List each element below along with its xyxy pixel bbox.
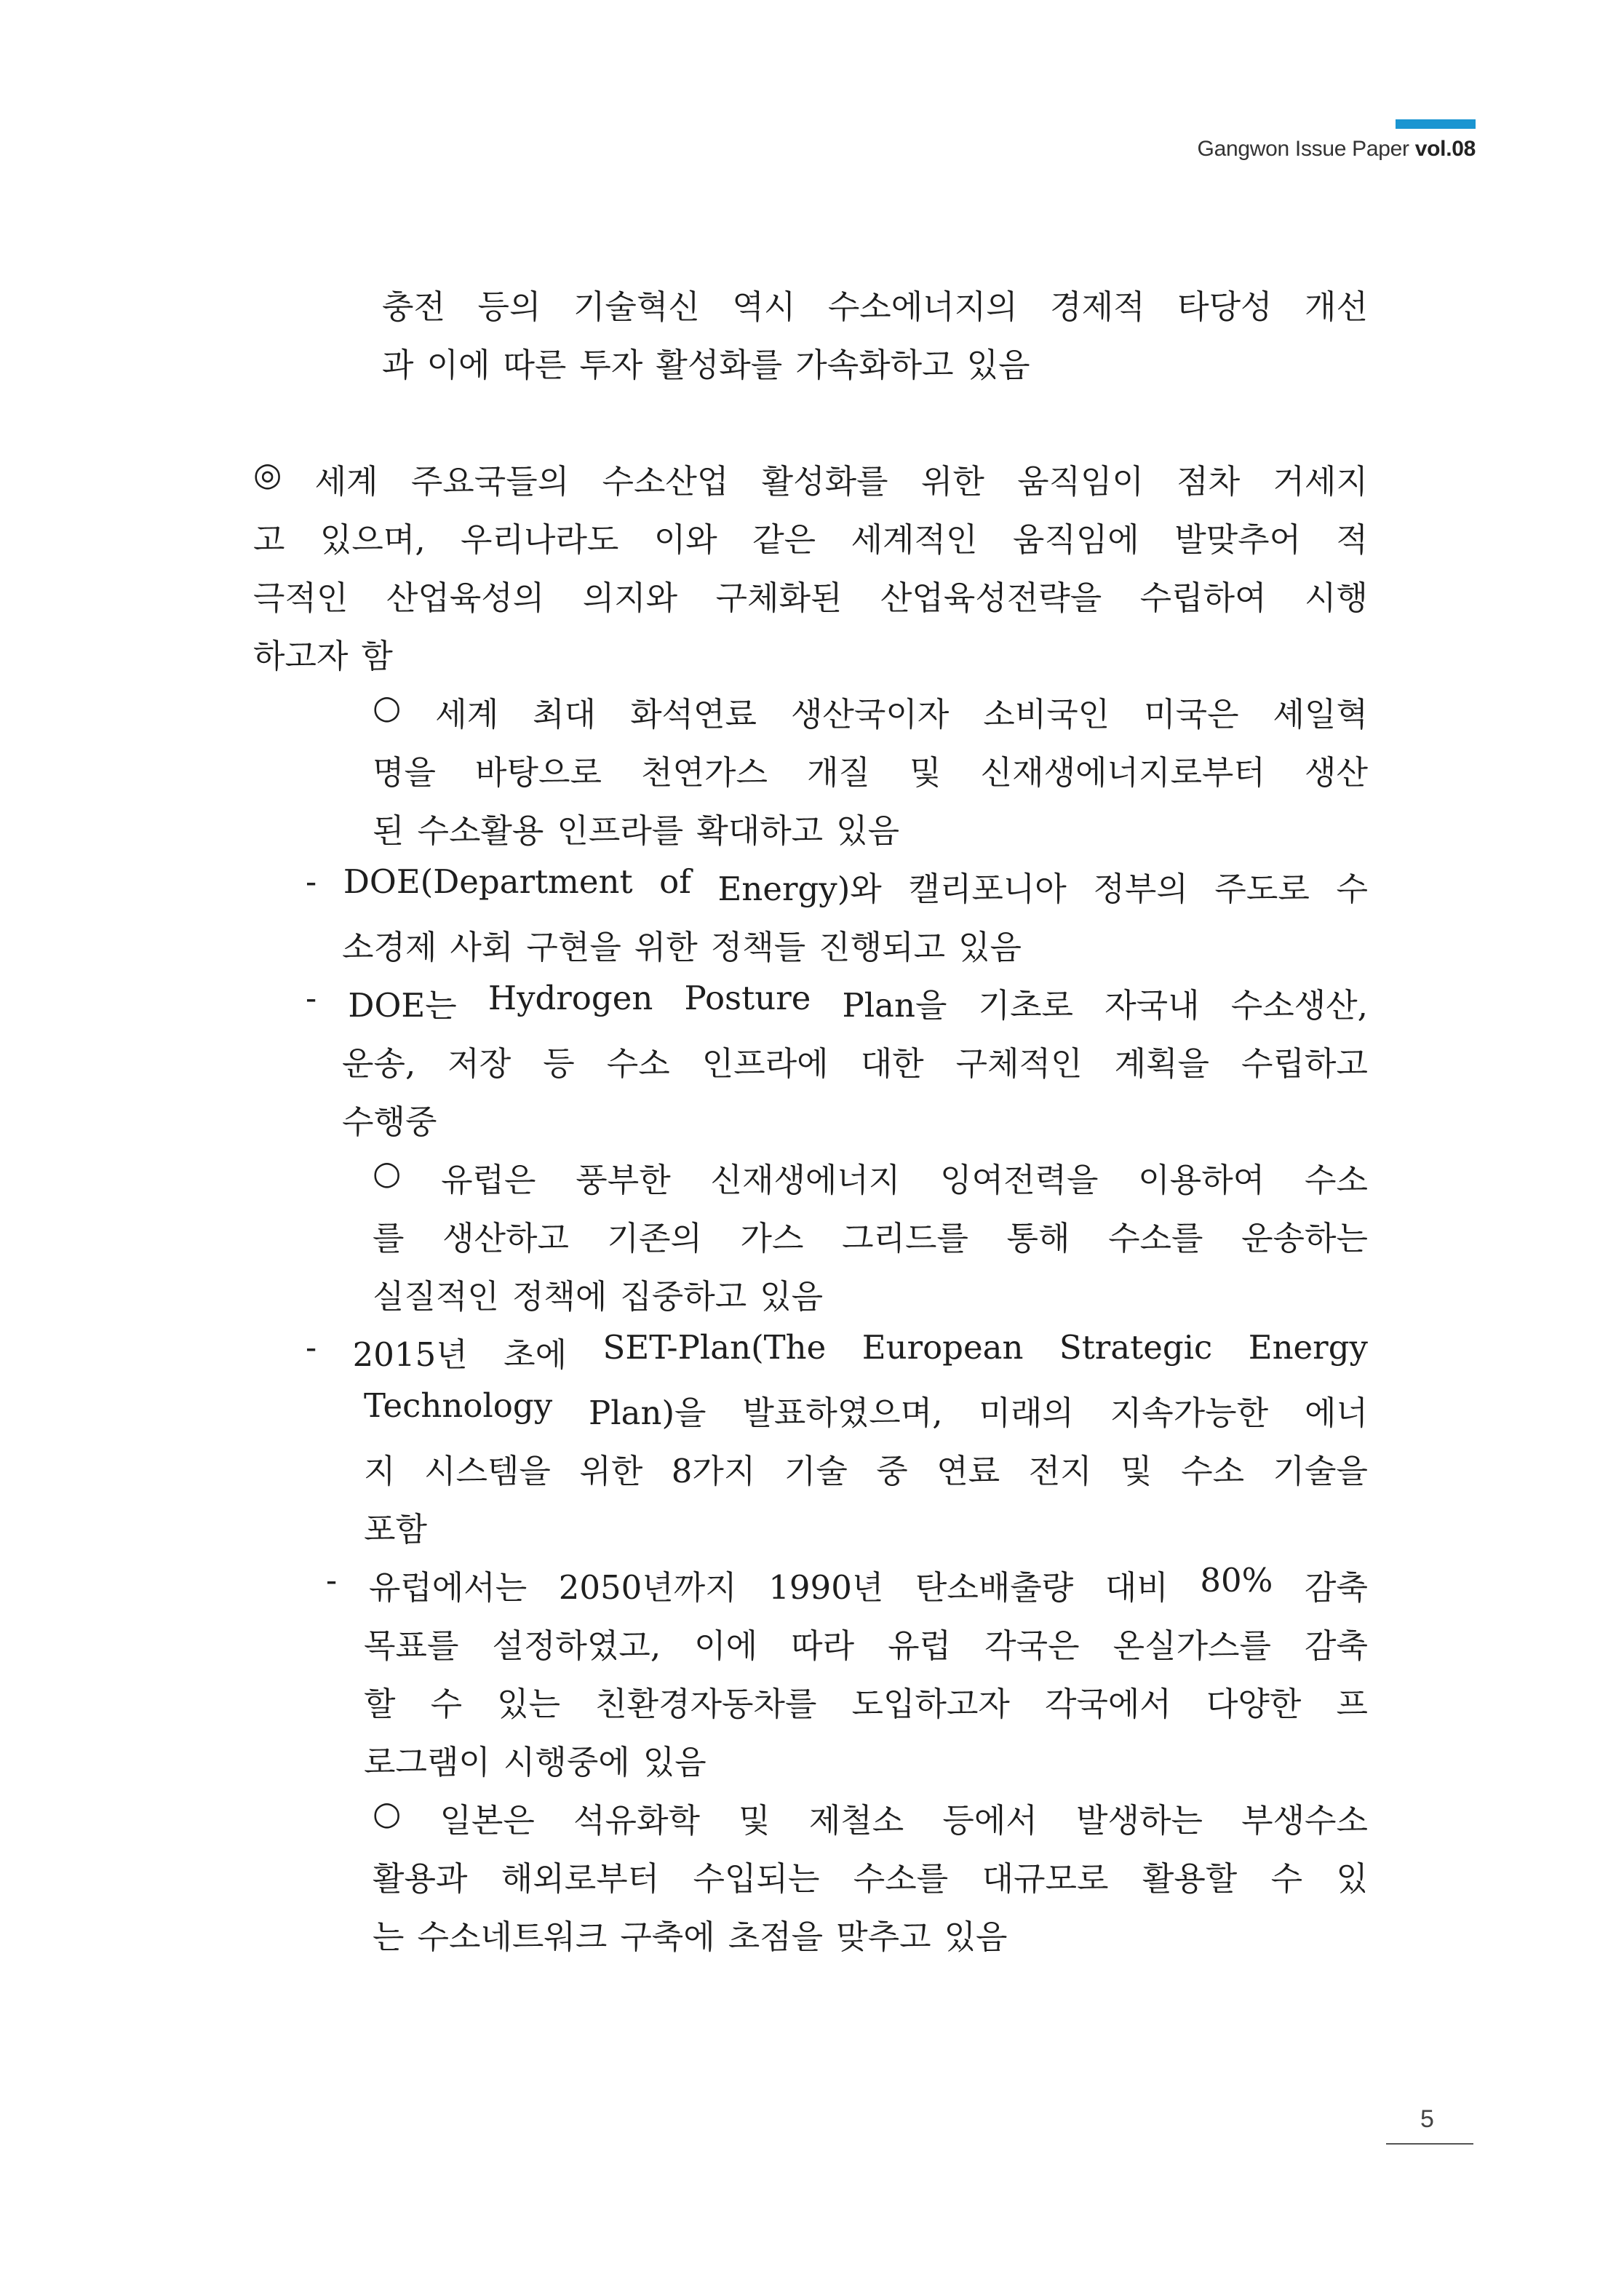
text-line: 과 이에 따른 투자 활성화를 가속화하고 있음 [382, 346, 1030, 384]
text-line: 된 수소활용 인프라를 확대하고 있음 [373, 811, 900, 850]
text-line: ◎ 세계 주요국들의 수소산업 활성화를 위한 움직임이 점차 거세지 [253, 455, 1368, 501]
text-line: - DOE(Department of Energy)와 캘리포니아 정부의 주도로 수 [306, 862, 1368, 908]
text-line: 는 수소네트워크 구축에 초점을 맞추고 있음 [373, 1918, 1008, 1956]
text-line: 극적인 산업육성의 의지와 구체화된 산업육성전략을 수립하여 시행 [253, 579, 1368, 617]
text-line: 고 있으며, 우리나라도 이와 같은 세계적인 움직임에 발맞추어 적 [253, 520, 1368, 559]
publication-title: Gangwon Issue Paper [1197, 137, 1409, 161]
text-line: 수행중 [342, 1102, 437, 1141]
text-line: 명을 바탕으로 천연가스 개질 및 신재생에너지로부터 생산 [373, 753, 1368, 792]
text-line: 운송, 저장 등 수소 인프라에 대한 구체적인 계획을 수립하고 [342, 1044, 1368, 1083]
footer-rule [1386, 2143, 1473, 2145]
text-line: 충전 등의 기술혁신 역시 수소에너지의 경제적 타당성 개선 [382, 287, 1368, 326]
text-line: - 유럽에서는 2050년까지 1990년 탄소배출량 대비 80% 감축 [326, 1561, 1368, 1607]
text-line: ○ 유럽은 풍부한 신재생에너지 잉여전력을 이용하여 수소 [373, 1153, 1368, 1199]
text-line: 소경제 사회 구현을 위한 정책들 진행되고 있음 [342, 928, 1022, 966]
text-line: 활용과 해외로부터 수입되는 수소를 대규모로 활용할 수 있 [373, 1859, 1368, 1898]
text-line: 지 시스템을 위한 8가지 기술 중 연료 전지 및 수소 기술을 [364, 1452, 1368, 1490]
text-line: 를 생산하고 기존의 가스 그리드를 통해 수소를 운송하는 [373, 1219, 1368, 1257]
header-accent-bar [1396, 119, 1476, 129]
text-line: 하고자 함 [253, 637, 393, 675]
text-line: - 2015년 초에 SET-Plan(The European Strategic Energy [306, 1328, 1368, 1374]
page-number: 5 [1420, 2105, 1434, 2133]
text-line: 포함 [364, 1510, 427, 1549]
text-line: ○ 세계 최대 화석연료 생산국이자 소비국인 미국은 셰일혁 [373, 688, 1368, 734]
text-line: 할 수 있는 친환경자동차를 도입하고자 각국에서 다양한 프 [364, 1685, 1368, 1723]
text-line: - DOE는 Hydrogen Posture Plan을 기초로 자국내 수소생산, [306, 979, 1368, 1025]
text-line: Technology Plan)을 발표하였으며, 미래의 지속가능한 에너 [364, 1386, 1368, 1432]
text-line: 목표를 설정하였고, 이에 따라 유럽 각국은 온실가스를 감축 [364, 1626, 1368, 1665]
volume-number: vol.08 [1414, 137, 1476, 161]
text-line: ○ 일본은 석유화학 및 제철소 등에서 발생하는 부생수소 [373, 1794, 1368, 1840]
text-line: 로그램이 시행중에 있음 [364, 1743, 706, 1781]
running-header [1198, 137, 1476, 162]
text-line: 실질적인 정책에 집중하고 있음 [373, 1277, 824, 1316]
